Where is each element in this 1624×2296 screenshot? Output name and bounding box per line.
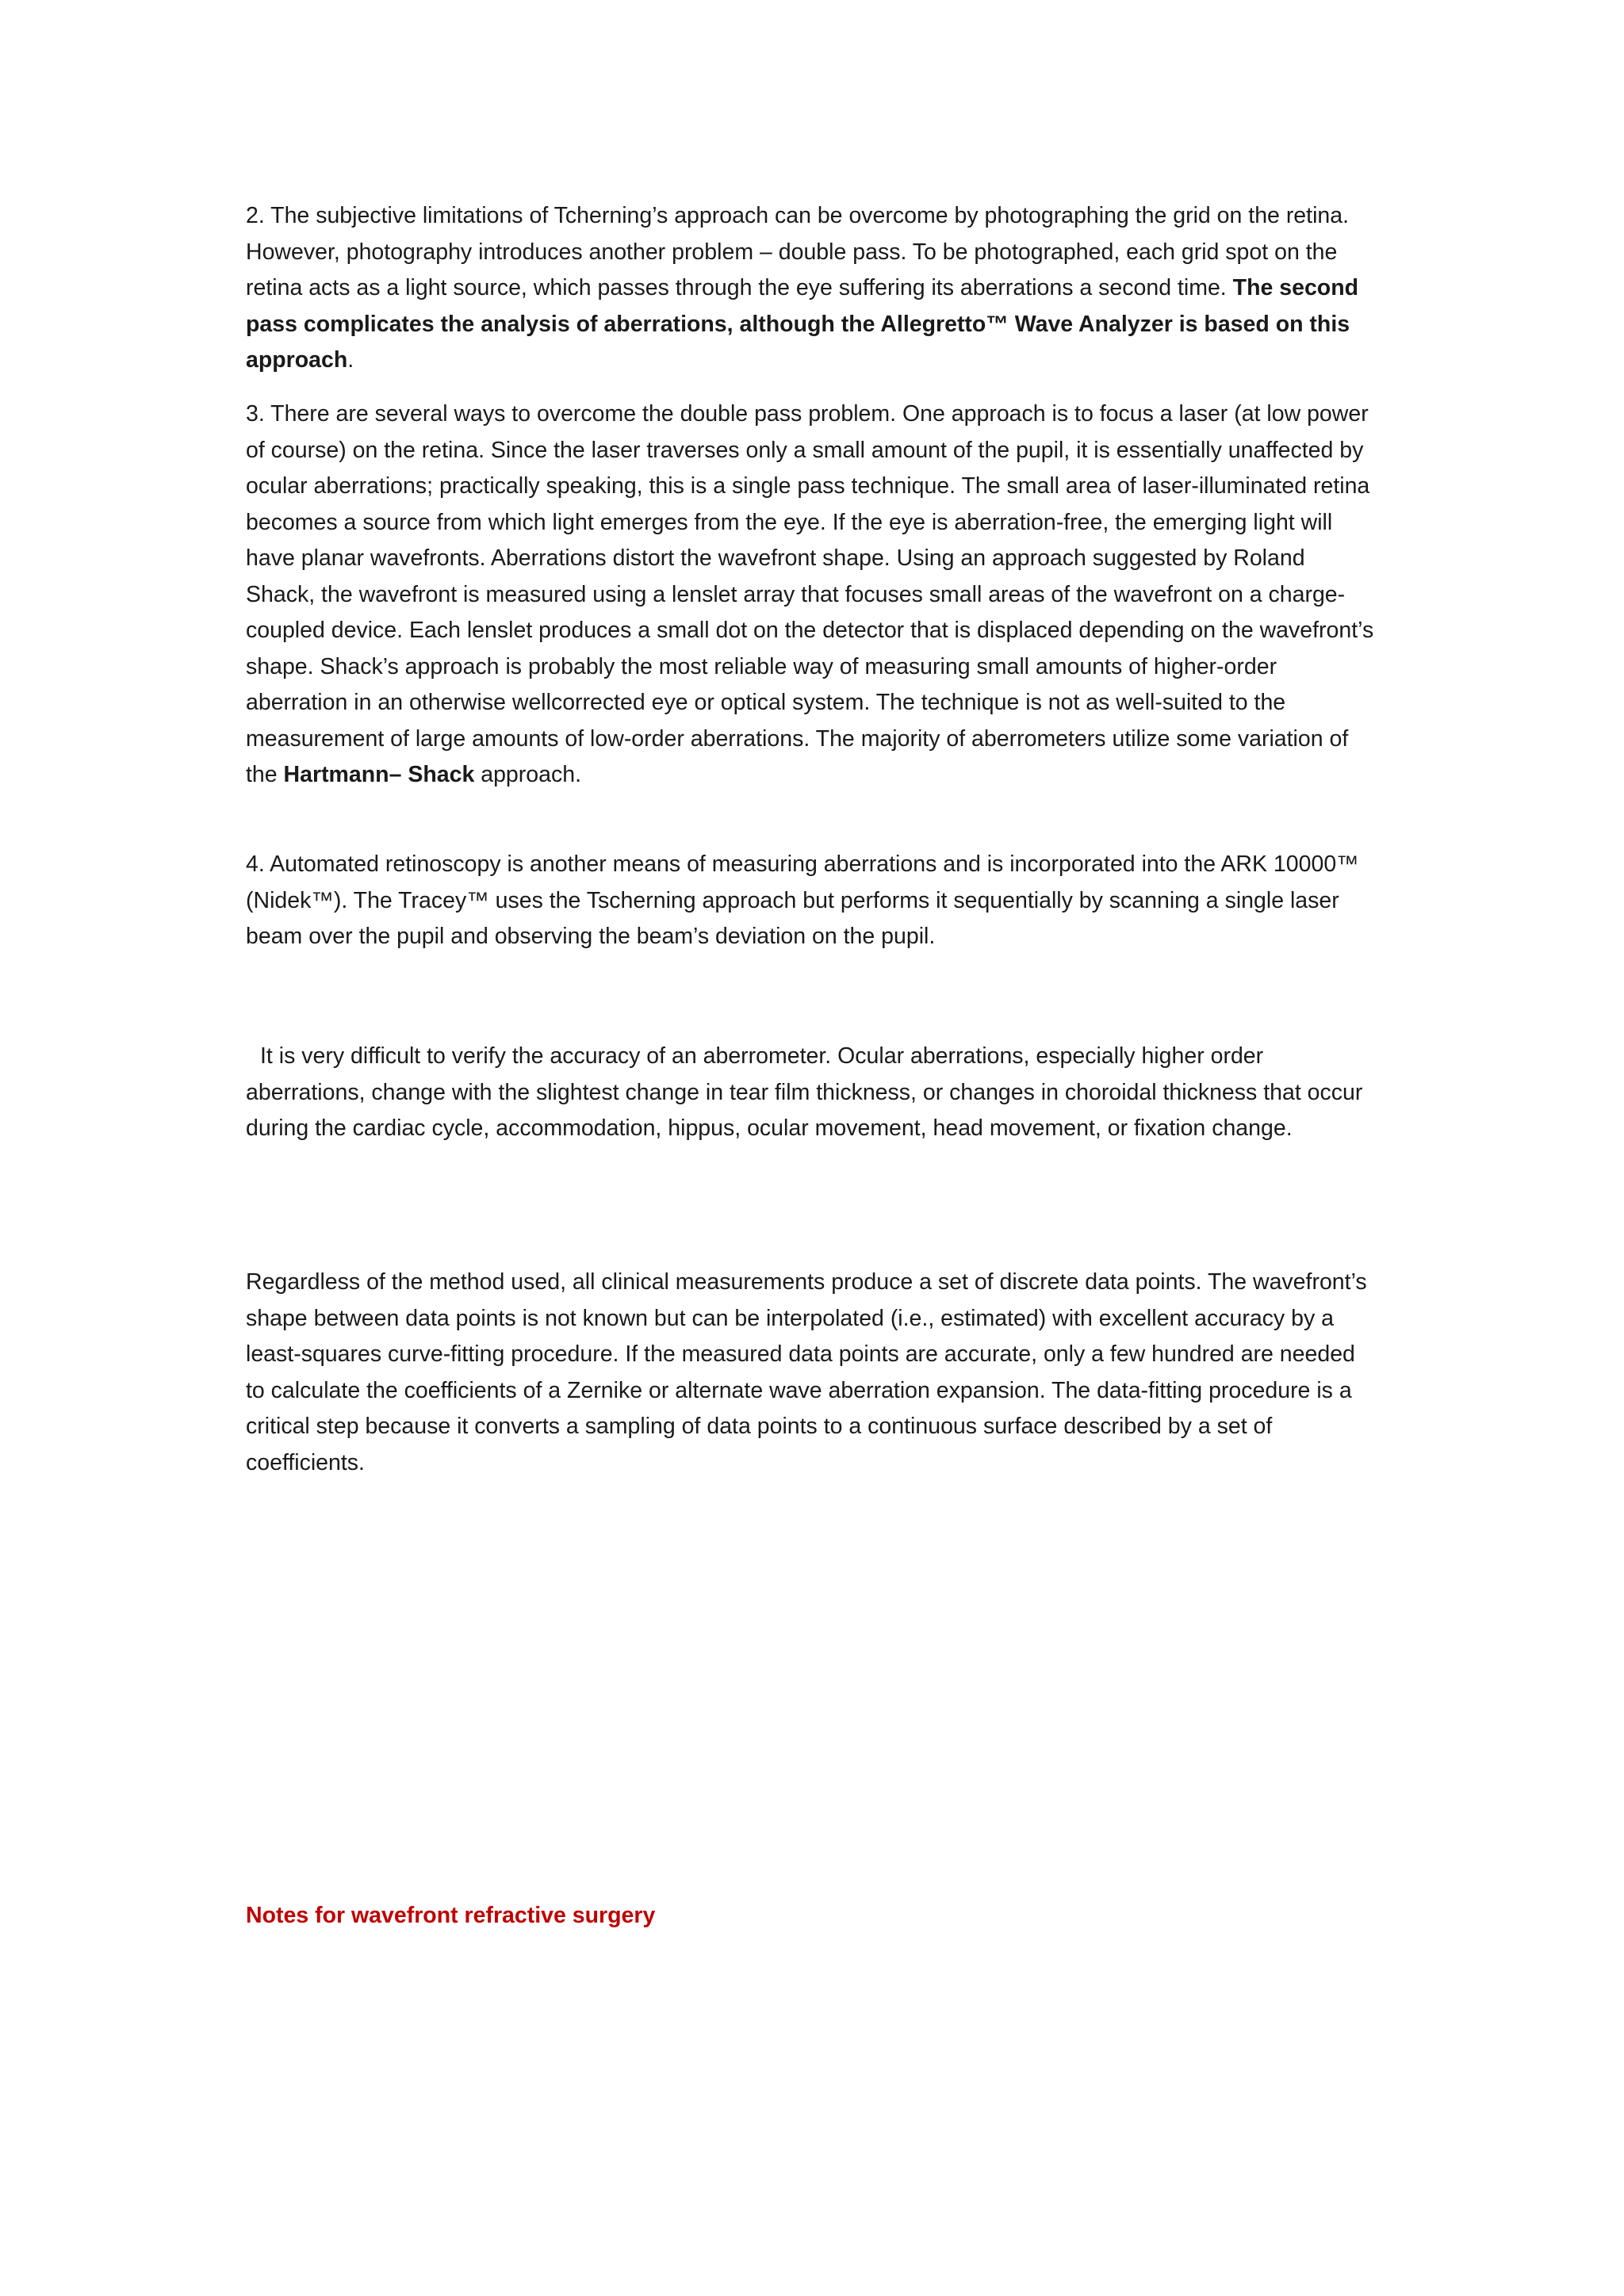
paragraph-tail: approach. xyxy=(474,762,581,787)
paragraph-tail: . xyxy=(347,347,354,373)
paragraph-text: 4. Automated retinoscopy is another means of measuring aberrations and is incorporated into the ARK 10000™ (Nidek™). The Tracey™ uses the Tscherning approach but performs it sequentially by scanning a single laser beam over the pupil and observing the beam’s deviation on the pupil. xyxy=(246,851,1359,949)
paragraph-data-fitting xyxy=(246,1265,1380,1481)
paragraph-text: It is very difficult to verify the accuracy of an aberrometer. Ocular aberrations, especially higher order aberrations, change with the slightest change in tear film thickness, or changes in choroidal thickness that occur during the cardiac cycle, accommodation, hippus, ocular movement, head movement, or fixation change. xyxy=(246,1043,1363,1141)
paragraph-bold-text: Hartmann– Shack xyxy=(283,762,475,787)
paragraph-hartmann-shack xyxy=(246,396,1380,794)
paragraph-retinoscopy xyxy=(246,847,1380,955)
note-heading: Notes for wavefront refractive surgery xyxy=(246,1903,656,1928)
paragraph-text: 2. The subjective limitations of Tcherning’s approach can be overcome by photographing the grid on the retina. However, photography introduces another problem – double pass. To be photographed, each grid spot on the retina acts as a light source, which passes through the eye suffering its aberrations a second time. xyxy=(246,203,1350,300)
paragraph-text: 3. There are several ways to overcome the double pass problem. One approach is to focus a laser (at low power of course) on the retina. Since the laser traverses only a small amount of the pupil, it is essentially unaffected by ocular aberrations; practically speaking, this is a single pass technique. The small area of laser-illuminated retina becomes a source from which light emerges from the eye. If the eye is aberration-free, the emerging light will have planar wavefronts. Aberrations distort the wavefront shape. Using an approach suggested by Roland Shack, the wavefront is measured using a lenslet array that focuses small areas of the wavefront on a charge-coupled device. Each lenslet produces a small dot on the detector that is displaced depending on the wavefront’s shape. Shack’s approach is probably the most reliable way of measuring small amounts of higher-order aberration in an otherwise wellcorrected eye or optical system. The technique is not as well-suited to the measurement of large amounts of low-order aberrations. The majority of aberrometers utilize some variation of the xyxy=(246,401,1374,787)
paragraph-double-pass xyxy=(246,198,1380,379)
paragraph-text: Regardless of the method used, all clinical measurements produce a set of discrete data points. The wavefront’s shape between data points is not known but can be interpolated (i.e., estimated) with excellent accuracy by a least-squares curve-fitting procedure. If the measured data points are accurate, only a few hundred are needed to calculate the coefficients of a Zernike or alternate wave aberration expansion. The data-fitting procedure is a critical step because it converts a sampling of data points to a continuous surface described by a set of coefficients. xyxy=(246,1269,1367,1475)
paragraph-bold-text: The second pass complicates the analysis of aberrations, although the Allegretto™ Wave Analyzer is based on this approach xyxy=(246,275,1359,373)
paragraph-accuracy xyxy=(246,1039,1380,1147)
